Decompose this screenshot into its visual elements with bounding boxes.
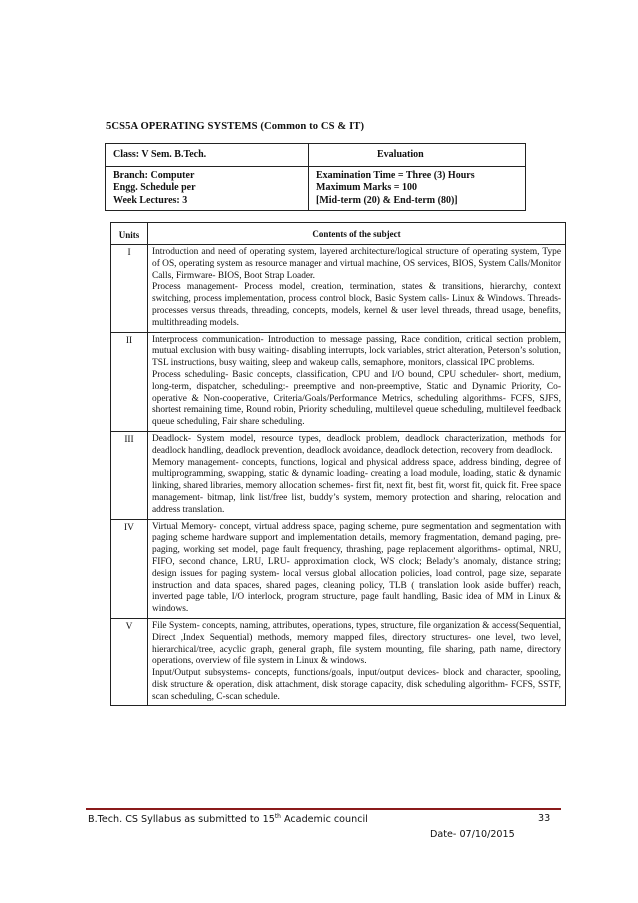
- course-info-table: [105, 143, 526, 211]
- branch-text: Branch: Computer: [113, 170, 195, 181]
- unit-number: I: [111, 245, 148, 333]
- marks-split-text: [Mid-term (20) & End-term (80)]: [316, 194, 458, 206]
- unit-number: III: [111, 431, 148, 519]
- page-number: 33: [538, 813, 551, 824]
- exam-time-text: Examination Time = Three (3) Hours: [316, 170, 475, 181]
- footer-rule: [86, 808, 561, 810]
- class-cell: Class: V Sem. B.Tech.: [106, 144, 309, 167]
- table-row: [111, 332, 566, 431]
- evaluation-cell: Evaluation: [309, 144, 526, 167]
- table-row: [111, 519, 566, 618]
- unit-contents: [148, 519, 566, 618]
- footer-date: Date- 07/10/2015: [430, 829, 515, 840]
- unit-contents: [148, 332, 566, 431]
- lectures-text: Week Lectures: 3: [113, 194, 188, 206]
- table-row: [111, 431, 566, 519]
- info-header-row: [106, 144, 526, 167]
- unit-paragraph: Process management- Process model, creation, termination, states & transitions, hierarchy, context switching, process implementation, process control block, Basic System calls- Linux & Windows. Threads- processes versus threads, threading, concepts, models, kernel & user level threads, thread usage, benefits, multithreading models.: [152, 282, 561, 328]
- unit-contents: [148, 245, 566, 333]
- units-header-row: [111, 223, 566, 245]
- unit-contents: [148, 431, 566, 519]
- unit-paragraph: Process scheduling- Basic concepts, classification, CPU and I/O bound, CPU scheduler- short, medium, long-term, dispatcher, scheduling:- preemptive and non-preemptive, Static and Dynamic Priority, Co-operative & Non-cooperative, Criteria/Goals/Performance Metrics, scheduling algorithms- FCFS, SJFS, shortest remaining time, Round robin, Priority scheduling, multilevel queue scheduling, multilevel feedback queue scheduling, Fair share scheduling.: [152, 369, 561, 428]
- unit-paragraph: Memory management- concepts, functions, logical and physical address space, address binding, degree of multiprogramming, swapping, static & dynamic loading- creating a load module, loading, static & dynamic linking, shared libraries, memory allocation schemes- first fit, next fit, best fit, worst fit, quick fit. Free space management- bitmap, link list/free list, buddy’s system, memory protection and sharing, relocation and address translation.: [152, 457, 561, 515]
- units-header: Units: [111, 223, 148, 245]
- unit-paragraph: Introduction and need of operating system, layered architecture/logical structure of operating system, Type of OS, operating system as resource manager and virtual machine, OS services, BIOS, System Calls/Monitor Calls, Firmware- BIOS, Boot Strap Loader.: [152, 247, 561, 281]
- unit-paragraph: Virtual Memory- concept, virtual address space, paging scheme, pure segmentation and segmentation with paging scheme hardware support and implementation details, memory fragmentation, demand paging, pre-paging, working set model, page fault frequency, thrashing, page replacement algorithms- optimal, NRU, FIFO, second chance, LRU, LRU- approximation clock, WS clock; Belady’s anomaly, distance string; design issues for paging system- local versus global allocation policies, load control, page size, separate instruction and data spaces, shared pages, cleaning policy, TLB ( translation look aside buffer) reach, inverted page table, I/O interlock, program structure, page fault handling, Basic idea of MM in Linux & windows.: [152, 521, 561, 615]
- units-table: [110, 222, 566, 706]
- unit-number: IV: [111, 519, 148, 618]
- info-body-row: [106, 167, 526, 211]
- unit-number: V: [111, 618, 148, 706]
- course-title: 5CS5A OPERATING SYSTEMS (Common to CS & IT): [106, 121, 365, 132]
- table-row: [111, 618, 566, 706]
- footer-syllabus-note: [88, 813, 368, 825]
- footer-text-pre: B.Tech. CS Syllabus as submitted to 15: [88, 814, 275, 826]
- unit-number: II: [111, 332, 148, 431]
- max-marks-text: Maximum Marks = 100: [316, 182, 417, 194]
- unit-paragraph: File System- concepts, naming, attributes, operations, types, structure, file organization & access(Sequential, Direct ,Index Sequential) methods, memory mapped files, directory structures- one level, two level, hierarchical/tree, acyclic graph, general graph, file system mounting, file sharing, path name, directory operations, overview of file system in Linux & windows.: [152, 620, 561, 667]
- exam-cell: [309, 167, 526, 211]
- footer-text-post: Academic council: [280, 814, 368, 826]
- table-row: [111, 245, 566, 333]
- contents-header: Contents of the subject: [148, 223, 566, 245]
- schedule-text: Engg. Schedule per: [113, 182, 196, 194]
- unit-paragraph: Interprocess communication- Introduction to message passing, Race condition, critical section problem, mutual exclusion with busy waiting- disabling interrupts, lock variables, strict alteration, Peterson’s solution, TSL instructions, busy waiting, sleep and wakeup calls, semaphore, monitors, classical IPC problems.: [152, 334, 561, 369]
- unit-paragraph: Input/Output subsystems- concepts, functions/goals, input/output devices- block and character, spooling, disk structure & operation, disk attachment, disk storage capacity, disk scheduling algorithm- FCFS, SSTF, scan scheduling, C-scan schedule.: [152, 668, 561, 702]
- branch-cell: [106, 167, 309, 211]
- footer-superscript: th: [274, 813, 281, 820]
- unit-contents: [148, 618, 566, 706]
- unit-paragraph: Deadlock- System model, resource types, deadlock problem, deadlock characterization, methods for deadlock handling, deadlock prevention, deadlock avoidance, deadlock detection, recovery from deadlock.: [152, 433, 561, 456]
